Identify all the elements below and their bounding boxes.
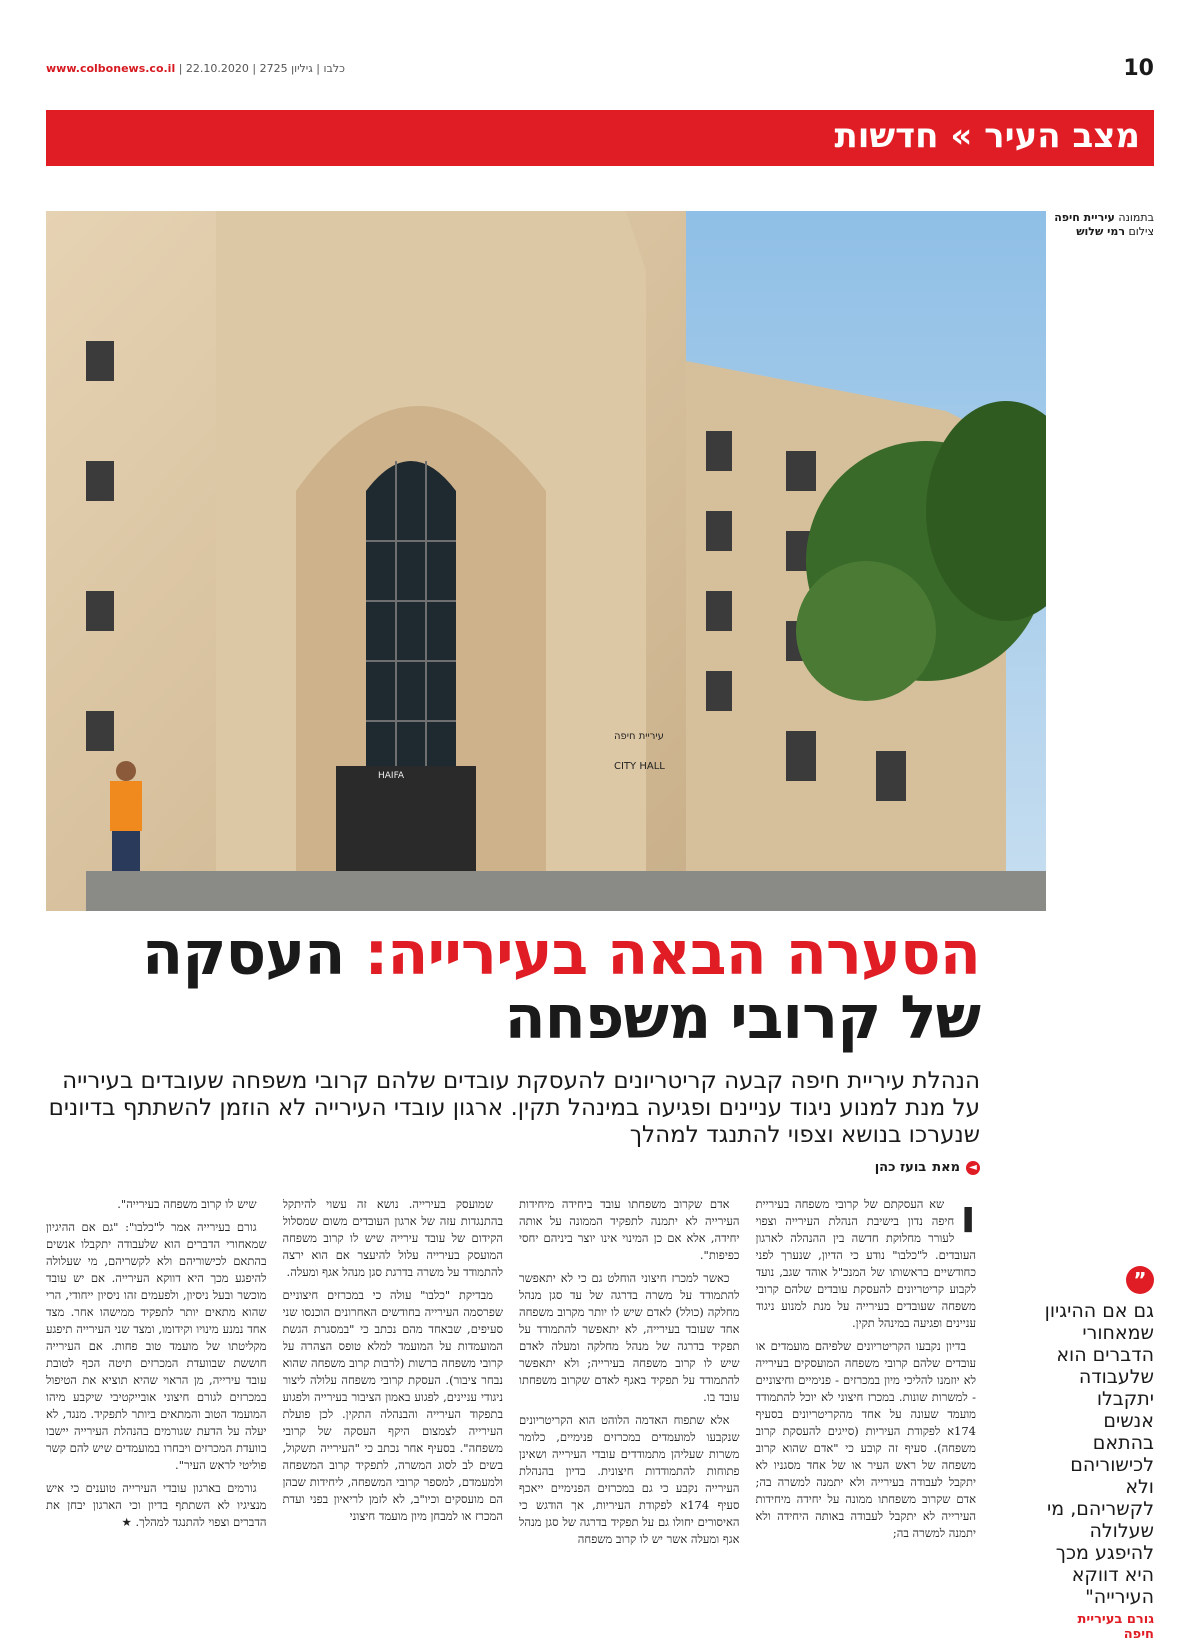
headline-black-1: העסקה — [142, 919, 345, 989]
article-column-1 — [756, 1196, 977, 1626]
byline — [875, 1160, 980, 1175]
paragraph: בדיון נקבעו הקריטריונים שלפיהם מועמדים או עובדים שלהם קרובי משפחה המועסקים בעירייה לא יוזמנו להליכי מיון במכרזים - פנימיים וחיצוניים - למשרות שונות. במכרז חיצוני לא יוכל להתמודד מועמד שעונה על אחד מהקריטריונים בסעיף 174א לפקודת העיריות (סייגים להעסקת קרוב משפחה). סעיף זה קובע כי "אדם שהוא קרוב משפחה של ראש העיר או של אחד מסגניו לא יתקבל לעבודה בעירייה ולא יתמנה למשרה בה; אדם שקרוב משפחתו ממונה על יחידה מיחידות העירייה לא יתקבל לעבודה באותה היחידה ולא יתמנה למשרה בה; — [755, 1339, 976, 1540]
issue-text: | כלבו | גיליון 2725 | 22.10.2020 — [178, 62, 345, 75]
paragraph: שא העסקתם של קרובי משפחה בעיריית חיפה נדון בישיבת הנהלת העירייה וצפוי לעורר מחלוקת חדשה בין ההנהלה לארגון העובדים. ל"כלבו" נודע כי הדיון, שנערך לפני כחודשיים בראשותו של המנכ"ל אוהד שגב, נועד לקבוע קריטריונים להעסקת עובדים שלהם קרובי משפחה שעובדים בעירייה על מנת למנוע ניגוד עניינים ופגיעה במינהל תקין. — [755, 1197, 976, 1330]
article-column-3 — [283, 1196, 504, 1626]
drop-cap: ו — [960, 1196, 976, 1243]
section-title: מצב העיר » חדשות — [834, 116, 1140, 156]
pull-quote-text: גם אם ההיגיון שמאחורי הדברים הוא שלעבודה יתקבלו אנשים בהתאם לכישוריהם ולא לקשריהם, מי שעלולה להיפגע מכך היא דווקא העירייה" — [1044, 1300, 1154, 1608]
credit-line2-bold: רמי שלוש — [1076, 225, 1125, 238]
byline-prefix: מאת — [932, 1160, 960, 1175]
paragraph: גורמים בארגון עובדי העירייה טוענים כי איש מנציגיו לא השתתף בדיון וכי הארגון יבחן את הדברים וצפוי להתנגד למהלך. ★ — [46, 1481, 267, 1529]
article-columns — [46, 1196, 976, 1626]
page-header — [46, 56, 1154, 84]
article-column-2 — [519, 1196, 740, 1626]
site-link[interactable]: www.colbonews.co.il — [46, 62, 176, 75]
paragraph: אדם שקרוב משפחתו עובד ביחידה מיחידות העירייה לא יתמנה לתפקיד הממונה על אותה יחידה, אלא אם כן המינוי אינו יוצר ביניהם יחסי כפיפות". — [519, 1197, 740, 1262]
paragraph: שמועסק בעירייה. נושא זה עשוי להיתקל בהתנגדות עזה של ארגון העובדים משום שמסלול הקידום של עובד עירייה שיש לו קרוב משפחה המועסק בעירייה עלול להיעצר אם הוא ירצה להתמודד על משרה בדרגת סגן מנהל אגף ומעלה. — [282, 1197, 503, 1279]
paragraph: מבדיקת "כלבו" עולה כי במכרזים חיצוניים שפרסמה העירייה בחודשים האחרונים הוכנסו שני סעיפים, שבאחד מהם נכתב כי "במסגרת הגשת המועמדות על המועמד למלא טופס הצהרה על קרובי משפחה ברשות (לרבות קרוב משפחה שהוא נבחר ציבור). העסקת קרובי משפחה עלולה ליצור ניגודי עניינים, לפגוע באמון הציבור בעירייה ולפגוע בתפקוד העירייה והבנהלה התקין. לכן פועלת העירייה לצמצום היקף העסקה של קרובי משפחה". בסעיף אחר נכתב כי "העירייה תשקול, בשים לב לסוג המשרה, לתפקיד קרוב המשפחה ולמעמדם, למספר קרובי המשפחה, ליחידות שבהן הם מועסקים וכיו"ב, לא לזמן לריאיון בפני ועדת המכרז או למבחן מיון מועמד חיצוני — [282, 1288, 503, 1523]
paragraph: אלא שתפוח האדמה הלוהט הוא הקריטריונים שנקבעו למועמדים במכרזים פנימיים, כלומר משרות שעליהן מתמודדים עובדי העירייה ושאינן פתוחות להתמודדות חיצונית. בדיון בהנהלת העירייה נקבע כי גם במכרזים הפנימיים ייאכף סעיף 174א לפקודת העיריות, אך הודגש כי האיסורים יחולו גם על תפקיד בדרגה של סגן מנהל אגף ומעלה אשר יש לו קרוב משפחה — [519, 1413, 740, 1546]
credit-line1-bold: עיריית חיפה — [1054, 211, 1115, 224]
pull-quote-source: גורם בעיריית חיפה — [1077, 1612, 1154, 1642]
photo-credit — [1054, 211, 1154, 239]
credit-line2-prefix: צילום — [1128, 225, 1154, 238]
pull-quote — [1044, 1266, 1154, 1642]
credit-line1-prefix: בתמונה — [1118, 211, 1154, 224]
paragraph: כאשר למכרז חיצוני הוחלט גם כי לא יתאפשר להתמודד על משרה בדרגה של עד סגן מנהל מחלקה (כולל) לאדם שיש לו יותר מקרוב משפחה אחד שעובד בעירייה, לא יתאפשר להתמודד על תפקיד בדרגה של מנהל מחלקה ומעלה לאדם שיש לו קרוב משפחה בעירייה; ולא יתאפשר להתמודד על תפקיד באגף לאדם שקרוב משפחתו עובד בו. — [519, 1271, 740, 1404]
byline-author: בועז כהן — [874, 1160, 927, 1175]
section-bar — [46, 110, 1154, 166]
subheadline: הנהלת עיריית חיפה קבעה קריטריונים להעסקת עובדים שלהם קרובי משפחה שעובדים בעירייה על מנת למנוע ניגוד עניינים ופגיעה במינהל תקין. ארגון עובדי העירייה לא הוזמן להשתתף בדיונים שנערכו בנושא וצפוי להתנגד למהלך — [48, 1068, 980, 1148]
headline-black-2: של קרובי משפחה — [504, 983, 980, 1053]
quote-mark-icon: ” — [1126, 1266, 1154, 1294]
issue-info — [46, 62, 345, 75]
paragraph: גורם בעירייה אמר ל"כלבו": "גם אם ההיגיון שמאחורי הדברים הוא שלעבודה יתקבלו אנשים בהתאם לכישוריהם ולא לקשריהם, מי שעלולה להיפגע מכך היא דווקא העירייה. אם יש עובד מוכשר ובעל ניסיון, ולפעמים זהו ניסיון ייחודי, הרי שהוא מתאים יותר לתפקיד ממישהו אחר. מצד אחד נמנע מינויו וקידומו, ומצד שני העירייה תיפגע מקליטתו של מועמד טוב פחות. אם העירייה חוששת שבוועדת המכרזים תיטה הכף לטובת עובד עירייה, מן הראוי שהיא תוציא את הטיפול במכרזים לגורם חיצוני אובייקטיבי שיקבע מיהו המועמד הטוב והמתאים ביותר לתפקיד. מנגד, לא יעלה על הדעת שגורמים בהנהלת העירייה יישבו בוועדת המכרזים ויבחרו במועמדים שיש להם קשר פוליטי לראש העיר". — [46, 1220, 267, 1472]
building-sign-english: CITY HALL — [614, 761, 665, 772]
article-column-4 — [46, 1196, 267, 1626]
page-number: 10 — [1123, 56, 1154, 81]
paragraph: שיש לו קרוב משפחה בעירייה". — [117, 1197, 257, 1211]
haifa-sign: HAIFA — [378, 771, 405, 781]
city-hall-photo — [46, 211, 1046, 911]
byline-arrow-icon: ◄ — [966, 1161, 980, 1175]
headline-red: הסערה הבאה בעירייה: — [364, 919, 980, 989]
headline — [46, 919, 980, 1053]
building-sign-hebrew: עיריית חיפה — [614, 731, 664, 742]
